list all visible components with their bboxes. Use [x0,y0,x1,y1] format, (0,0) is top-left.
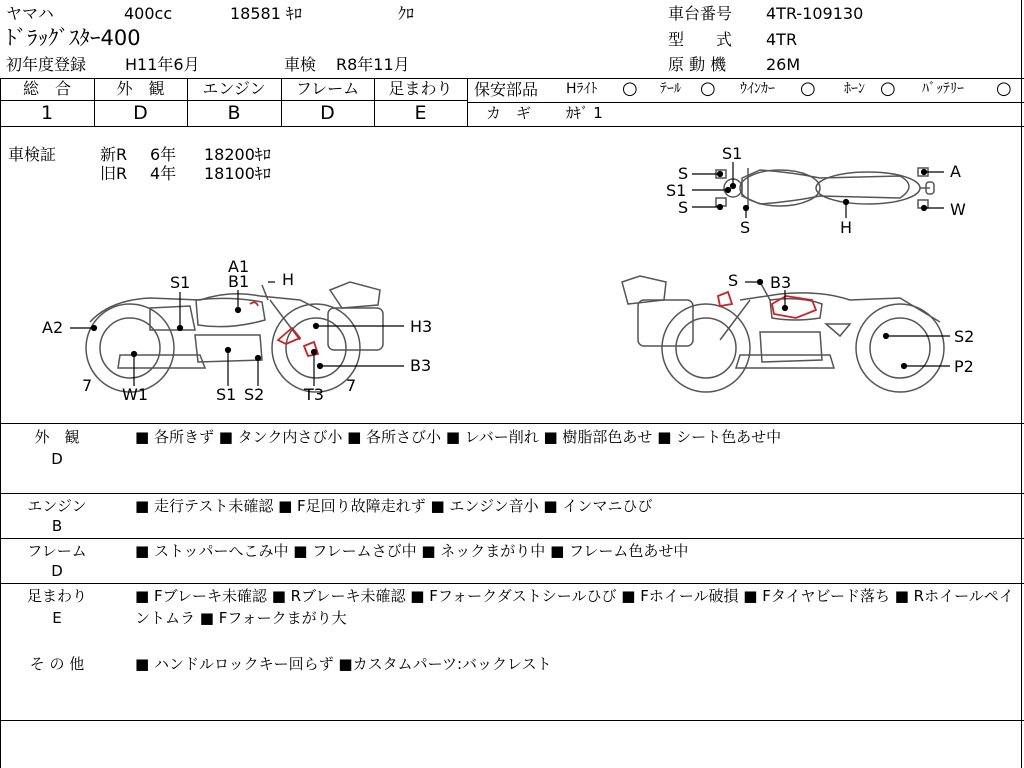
note-text-other: ■ ハンドルロックキー回らず ■カスタムパーツ:バックレスト [135,655,552,673]
type-value: 4TR [766,30,798,49]
grade-value-exterior: D [133,102,148,124]
label-top-h: H [840,218,853,237]
note-grade-frame: D [51,562,63,580]
label-right-p2: P2 [954,357,974,376]
note-text-suspension: ■ Fブレーキ未確認 ■ Rブレーキ未確認 ■ Fフォークダストシールひび ■ Fホイール破損 ■ Fタイヤビード落ち ■ Rホイールペイントムラ ■ Fフォークまがり大 [135,587,1014,627]
note-grade-suspension: E [52,609,62,627]
inspection-value: R8年11月 [336,55,410,74]
top-view-pointers [692,162,944,218]
label-top-s1b: S1 [666,181,687,200]
shaken-new-year: 6年 [150,145,177,164]
mileage: 18581 ｷﾛ [230,4,302,23]
safety-item-horn: ﾎｰﾝ [844,81,865,97]
grade-value-total: 1 [40,102,54,124]
grade-label-suspension: 足まわり [388,79,453,98]
label-left-b1: B1 [228,272,250,291]
note-grade-engine: B [51,517,63,535]
safety-item-headlight: Hﾗｲﾄ [566,81,598,97]
label-left-a2: A2 [42,318,64,337]
safety-mark-winker: ○ [800,78,816,99]
grade-label-total: 総 合 [22,79,71,98]
left-view-damage [250,302,318,356]
label-top-s-bottom: S [740,218,751,237]
note-cat-other: そ の 他 [29,655,85,673]
safety-label: 保安部品 [474,80,539,99]
label-left-s1-top: S1 [170,273,191,292]
note-cat-frame: フレーム [27,542,87,560]
label-right-b3: B3 [770,273,792,292]
grade-label-frame: フレーム [295,79,360,98]
inspection-label: 車検 [284,55,317,74]
label-top-w: W [950,200,966,219]
label-left-h: H [282,270,295,289]
grade-value-suspension: E [414,102,427,124]
grade-label-exterior: 外 観 [116,79,165,98]
note-cat-suspension: 足まわり [26,587,87,605]
type-label: 型 式 [668,30,733,49]
shaken-old-km: 18100ｷﾛ [204,164,271,183]
label-top-s1a: S1 [722,144,743,163]
maker: ヤマハ [6,4,54,23]
model-name: ﾄﾞﾗｯｸﾞｽﾀｰ400 [6,26,141,50]
top-view-diagram [716,168,934,208]
note-grade-exterior: D [51,450,63,468]
label-top-a: A [950,162,961,181]
grade-label-engine: エンジン [202,79,266,98]
safety-item-battery: ﾊﾞｯﾃﾘｰ [922,81,964,97]
displacement: 400cc [124,4,173,23]
right-view-diagram [622,273,944,392]
label-right-s: S [728,271,739,290]
label-left-h3: H3 [410,317,433,336]
note-cat-engine: エンジン [27,497,87,515]
grade-value-frame: D [320,102,335,124]
note-cat-exterior: 外 観 [34,428,80,446]
label-left-7b: 7 [346,376,357,395]
label-left-a1: A1 [228,257,250,276]
shaken-old-year: 4年 [150,164,177,183]
label-left-w1: W1 [122,385,148,404]
safety-mark-tail: ○ [700,78,716,99]
frame-no-label: 車台番号 [668,4,733,23]
key-value: ｶｷﾞ 1 [566,104,603,122]
label-top-s-lower: S [678,198,689,217]
shaken-label: 車検証 [8,145,57,164]
shaken-old-label: 旧R [100,164,128,183]
label-left-s1-bottom: S1 [216,385,237,404]
safety-mark-headlight: ○ [622,78,638,99]
note-text-frame: ■ ストッパーへこみ中 ■ フレームさび中 ■ ネックまがり中 ■ フレーム色あせ中 [135,542,689,560]
frame-no-value: 4TR-109130 [766,4,864,23]
shaken-new-km: 18200ｷﾛ [204,145,271,164]
first-reg-value: H11年6月 [125,55,200,74]
safety-item-winker: ｳｲﾝｶｰ [740,81,775,97]
first-reg-label: 初年度登録 [6,55,87,74]
key-label: カ ギ [486,104,532,122]
color: ｸﾛ [398,4,415,23]
label-left-t3: T3 [304,385,324,404]
engine-value: 26M [766,55,801,74]
shaken-new-label: 新R [100,145,128,164]
note-text-exterior: ■ 各所きず ■ タンク内さび小 ■ 各所さび小 ■ レバー削れ ■ 樹脂部色あせ ■ シート色あせ中 [135,428,782,446]
label-right-s2: S2 [954,327,975,346]
label-left-s2: S2 [244,385,265,404]
label-left-7a: 7 [82,376,93,395]
note-text-engine: ■ 走行テスト未確認 ■ F足回り故障走れず ■ エンジン音小 ■ インマニひび [135,497,653,515]
safety-mark-battery: ○ [996,78,1012,99]
safety-mark-horn: ○ [880,78,896,99]
safety-item-tail: ﾃｰﾙ [660,81,681,97]
grade-value-engine: B [227,102,241,124]
engine-label: 原 動 機 [668,55,727,74]
label-left-b3: B3 [410,356,432,375]
label-top-s-upper: S [678,164,689,183]
